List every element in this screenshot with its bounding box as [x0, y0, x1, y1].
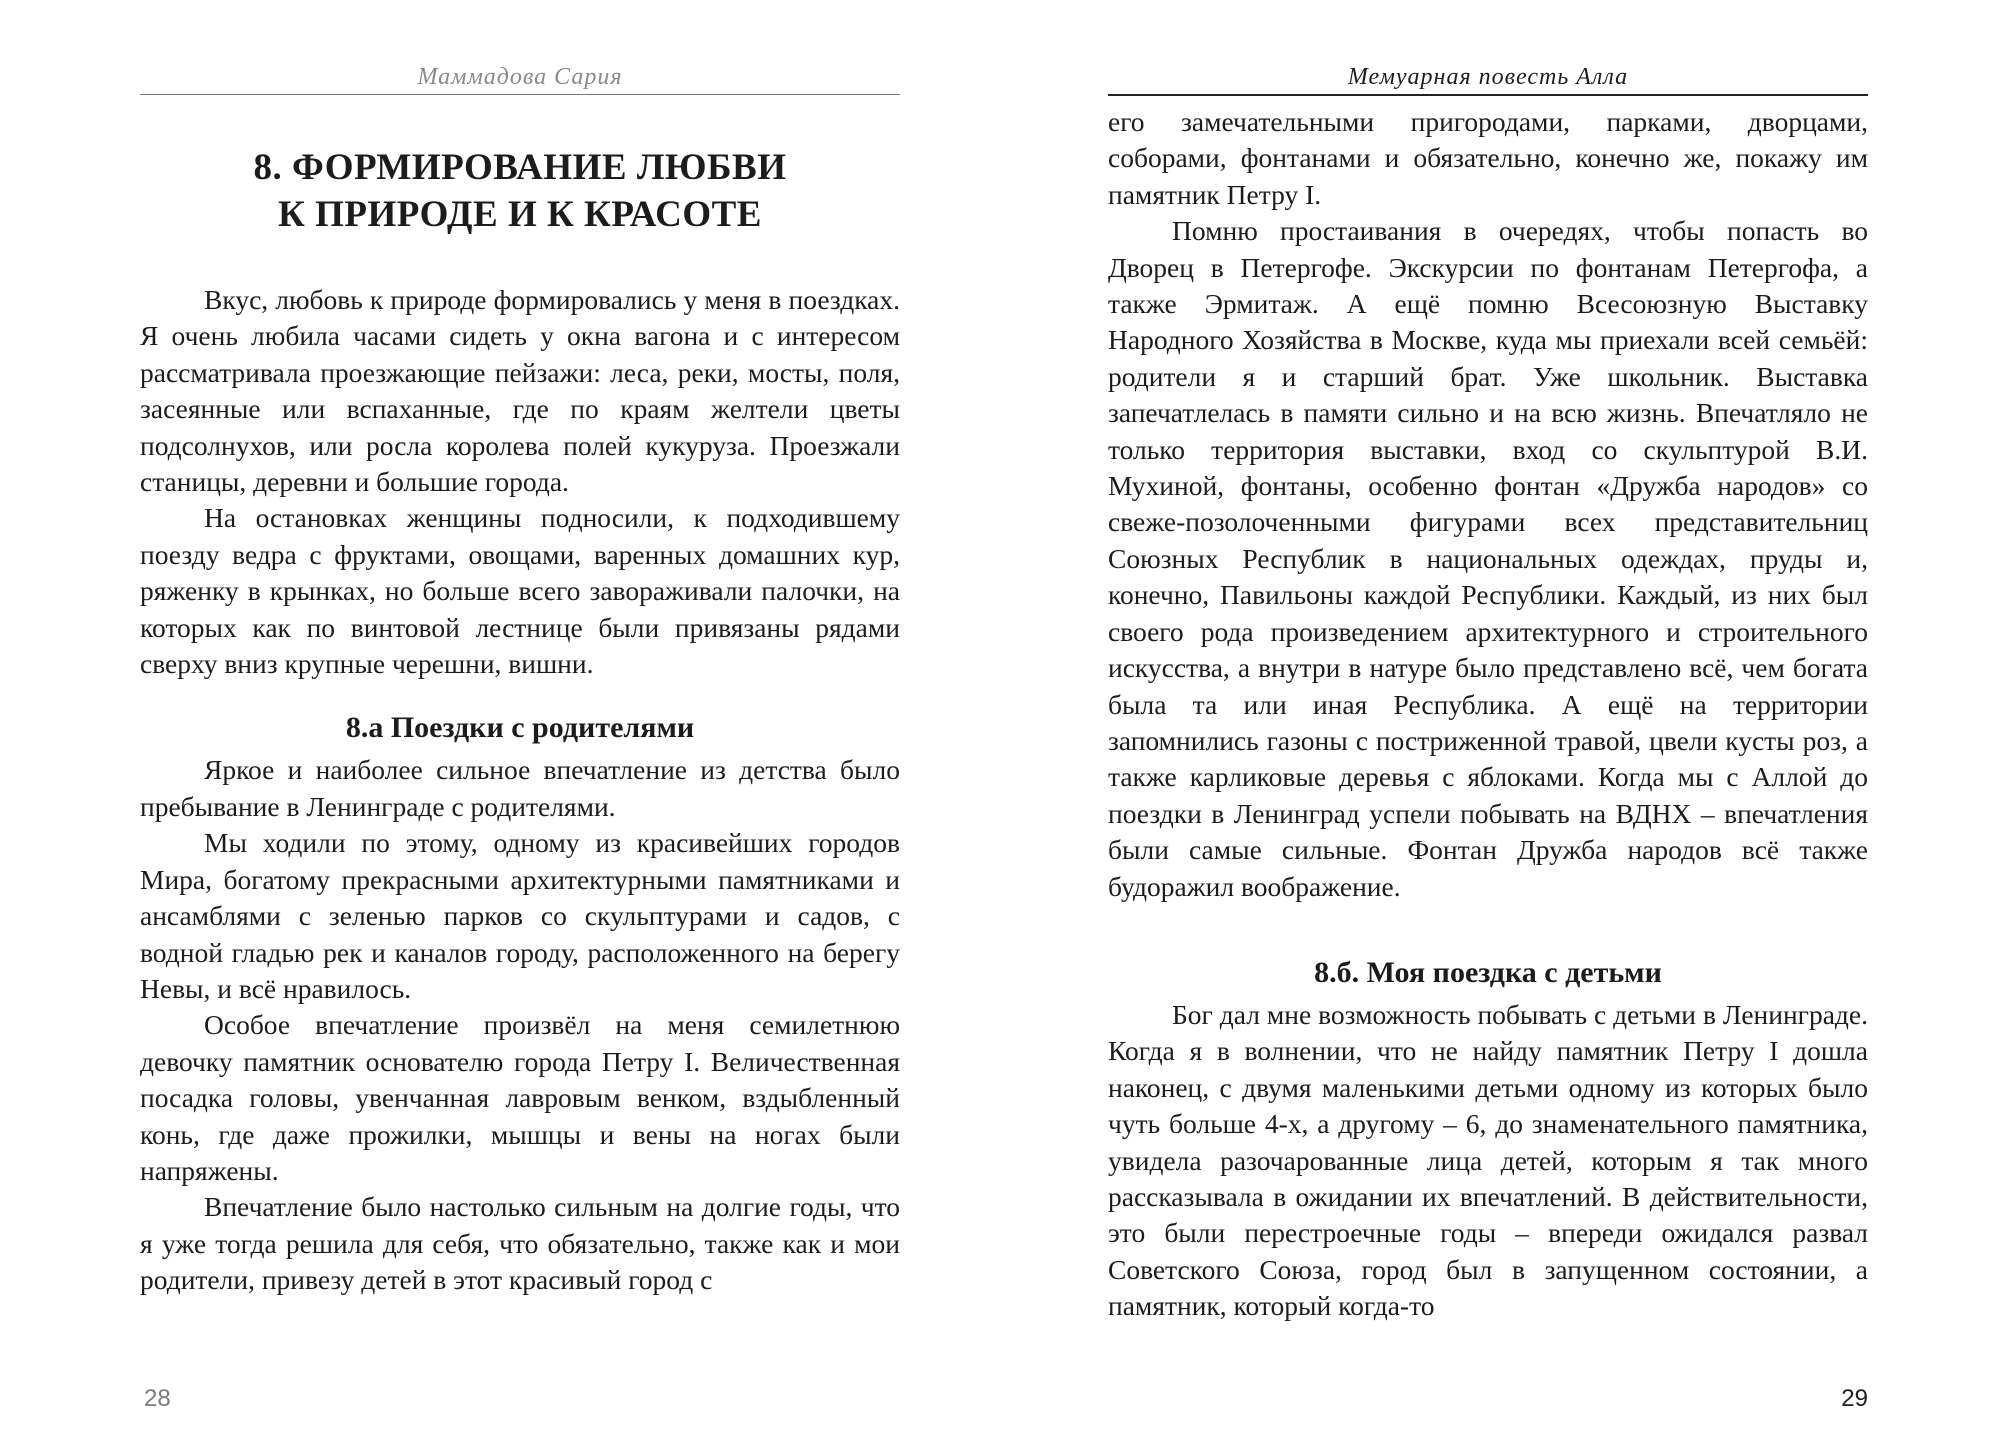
section-title: 8.б. Моя поездка с детьми: [1314, 955, 1662, 989]
page-number: 29: [1841, 1385, 1868, 1412]
paragraph: Помню простаивания в очередях, чтобы попасть во Дворец в Петергофе. Экскурсии по фонтанам Петергофа, а также Эрмитаж. А ещё помню Всесоюзную Выставку Народного Хозяйства в Москве, куда мы приехали всей семьёй: родители я и старший брат. Уже школьник. Выставка запечатлелась в памяти сильно и на всю жизнь. Впечатляло не только территория выставки, вход со скульптурой В.И. Мухиной, фонтаны, особенно фонтан «Дружба народов» со свеже-позолоченными фигурами всех представительниц Союзных Республик в национальных одеждах, пруды и, конечно, Павильоны каждой Республики. Каждый, из них был своего рода произведением архитектурного и строительного искусства, а внутри в натуре было представлено всё, чем богата была та или иная Республика. А ещё на территории запомнились газоны с постриженной травой, цвели кусты роз, а также карликовые деревья с яблоками. Когда мы с Аллой до поездки в Ленинград успели побывать на ВДНХ – впечатления были самые сильные. Фонтан Дружба народов всё также будоражил воображение.: [1108, 215, 1868, 902]
running-header: Мемуарная повесть Алла: [1347, 64, 1629, 90]
paragraph: Впечатление было настолько сильным на долгие годы, что я уже тогда решила для себя, что обязательно, также как и мои родители, привезу детей в этот красивый город с: [140, 1191, 900, 1296]
paragraph: Вкус, любовь к природе формировались у меня в поездках. Я очень любила часами сидеть у окна вагона и с интересом рассматривала проезжающие пейзажи: леса, реки, мосты, поля, засеянные или вспаханные, где по краям желтели цветы подсолнухов, или росла королева полей кукуруза. Проезжали станицы, деревни и большие города.: [140, 284, 900, 498]
header-rule: [1108, 94, 1868, 96]
paragraph: На остановках женщины подносили, к подходившему поезду ведра с фруктами, овощами, варенных домашних кур, ряженку в крынках, но больше всего завораживали палочки, на которых как по винтовой лестнице были привязаны рядами сверху вниз крупные черешни, вишни.: [140, 502, 900, 680]
paragraph: Яркое и наиболее сильное впечатление из детства было пребывание в Ленинграде с родителями.: [140, 754, 900, 822]
left-page: [140, 0, 900, 1441]
chapter-title: [140, 144, 900, 238]
header-rule: [140, 94, 900, 95]
left-body-text: [140, 282, 900, 1299]
chapter-title-line-1: 8. ФОРМИРОВАНИЕ ЛЮБВИ: [253, 147, 787, 188]
right-body-text: [1108, 104, 1868, 1325]
paragraph: Мы ходили по этому, одному из красивейших городов Мира, богатому прекрасными архитектурными памятниками и ансамблями с зеленью парков со скульптурами и садов, с водной гладью рек и каналов городу, расположенного на берегу Невы, и всё нравилось.: [140, 827, 900, 1004]
continued-paragraph: его замечательными пригородами, парками, дворцами, соборами, фонтанами и обязательно, конечно же, покажу им памятник Петру I.: [1108, 106, 1868, 210]
paragraph: Бог дал мне возможность побывать с детьми в Ленинграде. Когда я в волнении, что не найду памятник Петру I дошла наконец, с двумя маленькими детьми одному из которых было чуть больше 4-х, а другому – 6, до знаменательного памятника, увидела разочарованные лица детей, которым я так много рассказывала в ожидании их впечатлений. В действительности, это были перестроечные годы – впереди ожидался развал Советского Союза, город был в запущенном состоянии, а памятник, который когда-то: [1108, 998, 1868, 1322]
right-page: [1108, 0, 1868, 1441]
chapter-title-line-2: К ПРИРОДЕ И К КРАСОТЕ: [278, 194, 762, 235]
section-title: 8.а Поездки с родителями: [345, 711, 695, 745]
paragraph: Особое впечатление произвёл на меня семилетнюю девочку памятник основателю города Петру I. Величественная посадка головы, увенчанная лавровым венком, вздыбленный конь, где даже прожилки, мышцы и вены на ногах были напряжены.: [140, 1009, 900, 1186]
running-header: Маммадова Сария: [417, 64, 623, 90]
page-number: 28: [144, 1385, 171, 1412]
